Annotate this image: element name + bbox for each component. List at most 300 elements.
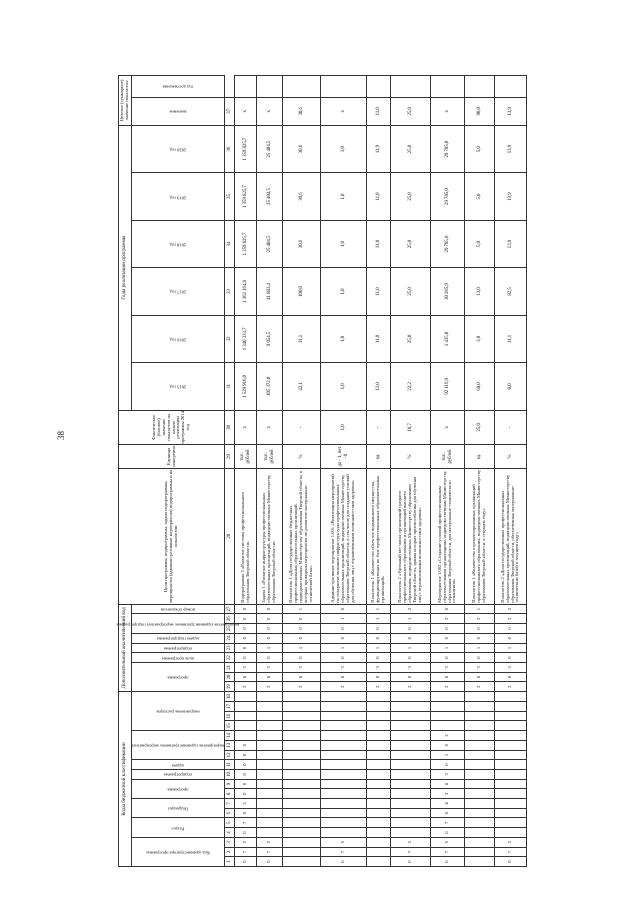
code-digit: 3 (283, 662, 321, 672)
code-digit (321, 692, 367, 702)
column-number: 16 (225, 711, 235, 721)
code-digit (321, 731, 367, 741)
code-digit: 8 (431, 672, 465, 682)
code-digit: 2 (431, 614, 465, 624)
code-digit: 2 (283, 682, 321, 692)
row-year-value: 22,2 (391, 363, 431, 410)
row-year-value: 29 785,0 (431, 220, 465, 267)
code-digit (391, 789, 431, 799)
row-year-value: 1,0 (321, 315, 367, 362)
row-unit: ед. (367, 445, 391, 469)
code-digit (367, 750, 391, 760)
column-number: 3 (225, 837, 235, 847)
row-year-value: 25,0 (391, 315, 431, 362)
code-digit (495, 750, 527, 760)
code-digit: 0 (235, 740, 257, 750)
row-year-value: 30,6 (283, 173, 321, 220)
code-digit: 8 (257, 672, 283, 682)
code-digit (321, 818, 367, 828)
code-digit: 0 (235, 624, 257, 634)
code-digit (367, 760, 391, 770)
code-digit (321, 740, 367, 750)
table-row (367, 76, 391, 867)
code-digit: 3 (235, 799, 257, 809)
row-target-value: 90,0 (465, 97, 495, 125)
code-digit (495, 808, 527, 818)
code-digit: 0 (321, 857, 367, 867)
header-analytic-program: программа (132, 662, 225, 691)
column-number: 13 (225, 740, 235, 750)
code-digit (321, 799, 367, 809)
row-year-value: 1,0 (321, 268, 367, 315)
code-digit (465, 750, 495, 760)
code-digit: 0 (283, 633, 321, 643)
code-digit: 0 (321, 653, 367, 663)
code-digit (431, 711, 465, 721)
row-year-value: 30,6 (283, 125, 321, 173)
row-target-year (257, 76, 283, 98)
code-digit: 3 (431, 662, 465, 672)
code-digit (465, 731, 495, 741)
code-digit (283, 721, 321, 731)
code-digit (495, 711, 527, 721)
code-digit: 2 (465, 614, 495, 624)
column-number: 29 (225, 445, 235, 469)
code-digit (283, 808, 321, 818)
code-digit (495, 731, 527, 741)
column-number: 25 (225, 624, 235, 634)
code-digit (495, 692, 527, 702)
header-analytic-indicator: номер показателя (132, 604, 225, 614)
column-number: 6 (225, 808, 235, 818)
code-digit (391, 779, 431, 789)
row-fact-2014: х (431, 410, 465, 445)
row-year-value: 11,1 (283, 315, 321, 362)
code-digit: 3 (495, 662, 527, 672)
code-digit (367, 789, 391, 799)
header-section: Раздел (132, 818, 225, 837)
code-digit (283, 789, 321, 799)
code-digit: 1 (257, 643, 283, 653)
row-year-value: 25,0 (391, 125, 431, 173)
code-digit: 7 (391, 847, 431, 857)
code-digit: 0 (391, 653, 431, 663)
header-target-program: программа (132, 779, 225, 798)
row-fact-2014: - (495, 410, 527, 445)
row-year-value: 3,0 (465, 315, 495, 362)
code-digit: 0 (257, 653, 283, 663)
code-digit (283, 818, 321, 828)
column-numbers-row (225, 76, 235, 867)
row-year-value: 1,0 (321, 173, 367, 220)
code-digit: 0 (235, 604, 257, 614)
code-digit: 0 (465, 653, 495, 663)
code-digit: 5 (235, 837, 257, 847)
column-number: 2 (225, 847, 235, 857)
code-digit (465, 692, 495, 702)
code-digit: 0 (235, 633, 257, 643)
code-digit: 0 (431, 808, 465, 818)
code-digit: 3 (391, 662, 431, 672)
header-analytic-subprogram: подпрограмма (132, 643, 225, 653)
column-number: 5 (225, 818, 235, 828)
code-digit: 3 (367, 662, 391, 672)
code-digit: 0 (431, 653, 465, 663)
code-digit (391, 721, 431, 731)
column-number: 7 (225, 799, 235, 809)
code-digit: 1 (321, 614, 367, 624)
row-year-value: 1 340 333,7 (235, 315, 257, 362)
code-digit: 0 (495, 653, 527, 663)
row-year-value: 5,0 (465, 125, 495, 173)
code-digit: 8 (321, 672, 367, 682)
code-digit (367, 837, 391, 847)
code-digit (367, 779, 391, 789)
column-number: 30 (225, 410, 235, 445)
row-year-value: 11,0 (367, 268, 391, 315)
row-target-year (321, 76, 367, 98)
code-digit: 5 (431, 837, 465, 847)
row-unit: % (391, 445, 431, 469)
row-year-value: 25 404,5 (257, 220, 283, 267)
code-digit: 1 (321, 643, 367, 653)
code-digit: 3 (235, 662, 257, 672)
code-digit (283, 760, 321, 770)
column-number: 12 (225, 750, 235, 760)
code-digit: 1 (283, 643, 321, 653)
code-digit: 2 (495, 604, 527, 614)
code-digit (235, 692, 257, 702)
code-digit (391, 760, 431, 770)
row-target-year (235, 76, 257, 98)
code-digit: 7 (235, 847, 257, 857)
code-digit: 1 (465, 604, 495, 614)
code-digit: 2 (391, 604, 431, 614)
row-year-value: 1,0 (321, 220, 367, 267)
code-digit (321, 711, 367, 721)
header-analytic-event: мероприятие (административное мероприятие) подпрограммы (132, 614, 225, 633)
table-body (225, 76, 527, 867)
code-digit (321, 779, 367, 789)
code-digit: 7 (431, 847, 465, 857)
row-year-value: 92 116,9 (431, 363, 465, 410)
program-indicators-table (118, 75, 527, 867)
column-number: 33 (225, 268, 235, 315)
code-digit: 0 (495, 624, 527, 634)
code-digit (465, 702, 495, 712)
code-digit (283, 731, 321, 741)
column-number: 17 (225, 702, 235, 712)
row-year-value: 1,0 (321, 125, 367, 173)
code-digit: 2 (495, 614, 527, 624)
table-row (257, 76, 283, 867)
code-digit: 0 (391, 633, 431, 643)
row-target-value: х (235, 97, 257, 125)
code-digit: 0 (391, 624, 431, 634)
row-year-value: 11,0 (367, 173, 391, 220)
code-digit: 1 (367, 614, 391, 624)
code-digit: 8 (431, 779, 465, 789)
code-digit: 5 (321, 837, 367, 847)
code-digit (391, 740, 431, 750)
code-digit (367, 702, 391, 712)
code-digit: 8 (367, 672, 391, 682)
header-admin-code: Код администратора программы (132, 837, 225, 866)
code-digit: 1 (367, 643, 391, 653)
row-year-value: 11,0 (367, 315, 391, 362)
code-digit: 4 (431, 799, 465, 809)
code-digit: 1 (431, 643, 465, 653)
code-digit: 0 (257, 614, 283, 624)
row-year-value: 13,9 (495, 173, 527, 220)
code-digit (257, 721, 283, 731)
header-name: Цели программы, подпрограммы, задачи подпрограммы, мероприятия (административные мероприятия) подпрограммы и их показатели (119, 468, 225, 604)
code-digit: 2 (495, 682, 527, 692)
header-target-task: задача (132, 760, 225, 770)
code-digit: 0 (431, 760, 465, 770)
row-fact-2014: 1,0 (321, 410, 367, 445)
code-digit: 1 (431, 750, 465, 760)
code-digit (257, 750, 283, 760)
row-unit: тыс. рублей (257, 445, 283, 469)
column-number: 22 (225, 653, 235, 663)
code-digit (283, 847, 321, 857)
code-digit: 8 (495, 672, 527, 682)
code-digit: 3 (257, 662, 283, 672)
code-digit: 1 (391, 614, 431, 624)
row-year-value: 25 404,5 (257, 173, 283, 220)
code-digit (257, 799, 283, 809)
code-digit (321, 760, 367, 770)
code-digit: 1 (283, 604, 321, 614)
code-digit: 0 (495, 857, 527, 867)
row-target-value: 25,0 (391, 97, 431, 125)
header-year-2017: 2017 год (132, 268, 225, 315)
header-target-direction: направление расходов (132, 692, 225, 731)
code-digit: 0 (235, 789, 257, 799)
code-digit (235, 702, 257, 712)
rotated-table-wrapper (118, 75, 527, 867)
code-digit: 0 (235, 769, 257, 779)
column-number: 20 (225, 672, 235, 682)
code-digit: 0 (257, 633, 283, 643)
code-digit: 0 (367, 624, 391, 634)
code-digit (495, 799, 527, 809)
code-digit (283, 750, 321, 760)
row-target-year (495, 76, 527, 98)
code-digit (367, 857, 391, 867)
column-number: 9 (225, 779, 235, 789)
code-digit: 7 (495, 847, 527, 857)
code-digit (367, 769, 391, 779)
row-year-value: 5,0 (465, 173, 495, 220)
code-digit (465, 711, 495, 721)
code-digit: 7 (235, 818, 257, 828)
code-digit (257, 731, 283, 741)
column-number: 4 (225, 828, 235, 838)
code-digit (367, 847, 391, 857)
code-digit: 2 (257, 682, 283, 692)
column-number: 31 (225, 363, 235, 410)
code-digit: 0 (257, 857, 283, 867)
row-year-value: 30 265,9 (431, 268, 465, 315)
table-row (321, 76, 367, 867)
code-digit (321, 808, 367, 818)
code-digit (391, 711, 431, 721)
code-digit (465, 789, 495, 799)
row-target-year (283, 76, 321, 98)
row-year-value: 13,9 (495, 125, 527, 173)
code-digit: 0 (431, 604, 465, 614)
code-digit (283, 769, 321, 779)
code-digit (465, 847, 495, 857)
code-digit (391, 750, 431, 760)
code-digit: 5 (391, 837, 431, 847)
row-year-value: 1 359 825,7 (235, 220, 257, 267)
code-digit (495, 779, 527, 789)
table-row (431, 76, 465, 867)
row-year-value: 105 372,0 (257, 363, 283, 410)
code-digit: 8 (465, 672, 495, 682)
code-digit (257, 702, 283, 712)
row-fact-2014: х (257, 410, 283, 445)
code-digit (283, 711, 321, 721)
code-digit (257, 789, 283, 799)
code-digit (257, 769, 283, 779)
code-digit: 1 (391, 643, 431, 653)
header-year-2016: 2016 год (132, 315, 225, 362)
header-year-2015: 2015 год (132, 363, 225, 410)
code-digit: 2 (431, 789, 465, 799)
code-digit: 0 (321, 604, 367, 614)
code-digit: 0 (391, 857, 431, 867)
row-year-value: 100,0 (283, 268, 321, 315)
table-row (391, 76, 431, 867)
header-budget-codes: Коды бюджетной классификации (119, 692, 132, 867)
row-year-value: 1 359 825,7 (235, 173, 257, 220)
column-number: 28 (225, 468, 235, 604)
row-fact-2014: - (367, 410, 391, 445)
row-year-value: 9 054,5 (257, 315, 283, 362)
row-name: Показатель 1 «Количество объектов недвижимого имущества, функционирующих по базе профессиональных образовательных организаций» (367, 468, 391, 604)
row-year-value: 30,6 (283, 220, 321, 267)
row-year-value: 29 785,0 (431, 173, 465, 220)
code-digit (391, 731, 431, 741)
column-number: 32 (225, 315, 235, 362)
code-digit (235, 731, 257, 741)
code-digit: 7 (321, 847, 367, 857)
row-fact-2014: х (235, 410, 257, 445)
code-digit (431, 692, 465, 702)
row-fact-2014: 18,7 (391, 410, 431, 445)
row-year-value: 1 529 916,0 (235, 363, 257, 410)
code-digit: 2 (465, 682, 495, 692)
column-number: 36 (225, 125, 235, 173)
code-digit (495, 760, 527, 770)
row-target-year (367, 76, 391, 98)
header-year-2019: 2019 год (132, 173, 225, 220)
code-digit (257, 808, 283, 818)
code-digit (465, 828, 495, 838)
code-digit: 0 (431, 633, 465, 643)
row-year-value: 5,0 (465, 220, 495, 267)
code-digit: 2 (235, 682, 257, 692)
code-digit (283, 779, 321, 789)
row-year-value: 1,0 (321, 363, 367, 410)
row-name: Подпрограмма 3 «Развитие системы профессионального образования Тверской области» (235, 468, 257, 604)
code-digit (495, 740, 527, 750)
row-year-value: 1 362 164,8 (235, 268, 257, 315)
code-digit (465, 837, 495, 847)
row-year-value: 0,0 (495, 363, 527, 410)
code-digit (257, 692, 283, 702)
table-row (465, 76, 495, 867)
table-row (235, 76, 257, 867)
code-digit: 0 (257, 624, 283, 634)
code-digit (391, 818, 431, 828)
code-digit (495, 702, 527, 712)
code-digit (235, 721, 257, 731)
code-digit (283, 799, 321, 809)
row-fact-2014: 25,0 (465, 410, 495, 445)
header-analytic-task: задача подпрограммы (132, 633, 225, 643)
row-fact-2014: - (283, 410, 321, 445)
code-digit: 1 (367, 604, 391, 614)
code-digit: 0 (235, 750, 257, 760)
row-unit: % (283, 445, 321, 469)
row-target-year (465, 76, 495, 98)
column-number: 10 (225, 769, 235, 779)
code-digit (465, 740, 495, 750)
code-digit (257, 818, 283, 828)
column-number: 14 (225, 731, 235, 741)
row-year-value: 25,0 (391, 220, 431, 267)
code-digit: 0 (283, 653, 321, 663)
header-subsection: Подраздел (132, 799, 225, 818)
column-number: 11 (225, 760, 235, 770)
row-unit: тыс. рублей (235, 445, 257, 469)
code-digit: 1 (465, 643, 495, 653)
code-digit (367, 731, 391, 741)
code-digit: 0 (235, 779, 257, 789)
code-digit (465, 818, 495, 828)
code-digit: 3 (321, 662, 367, 672)
code-digit (495, 789, 527, 799)
row-name: Показатель 2 «Доля государственных профессиональных образовательных организаций, подведомственных Министерству образования Тверской области, обеспеченных материально-техническим базой в текущем году» (495, 468, 527, 604)
code-digit (257, 828, 283, 838)
row-year-value: 13,9 (495, 220, 527, 267)
code-digit (465, 721, 495, 731)
row-target-value: х (321, 97, 367, 125)
code-digit (321, 828, 367, 838)
row-year-value: 42,1 (283, 363, 321, 410)
code-digit: 0 (495, 633, 527, 643)
row-year-value: 29 785,0 (431, 125, 465, 173)
code-digit (283, 692, 321, 702)
code-digit: 0 (321, 624, 367, 634)
code-digit: 0 (321, 633, 367, 643)
code-digit (367, 711, 391, 721)
code-digit (465, 779, 495, 789)
code-digit (431, 702, 465, 712)
table-row (283, 76, 321, 867)
header-year-2018: 2018 год (132, 220, 225, 267)
row-target-value: х (431, 97, 465, 125)
code-digit: 0 (367, 633, 391, 643)
code-digit: 0 (431, 828, 465, 838)
code-digit: 8 (283, 672, 321, 682)
header-target-event: мероприятие (административное мероприятие) (132, 731, 225, 760)
